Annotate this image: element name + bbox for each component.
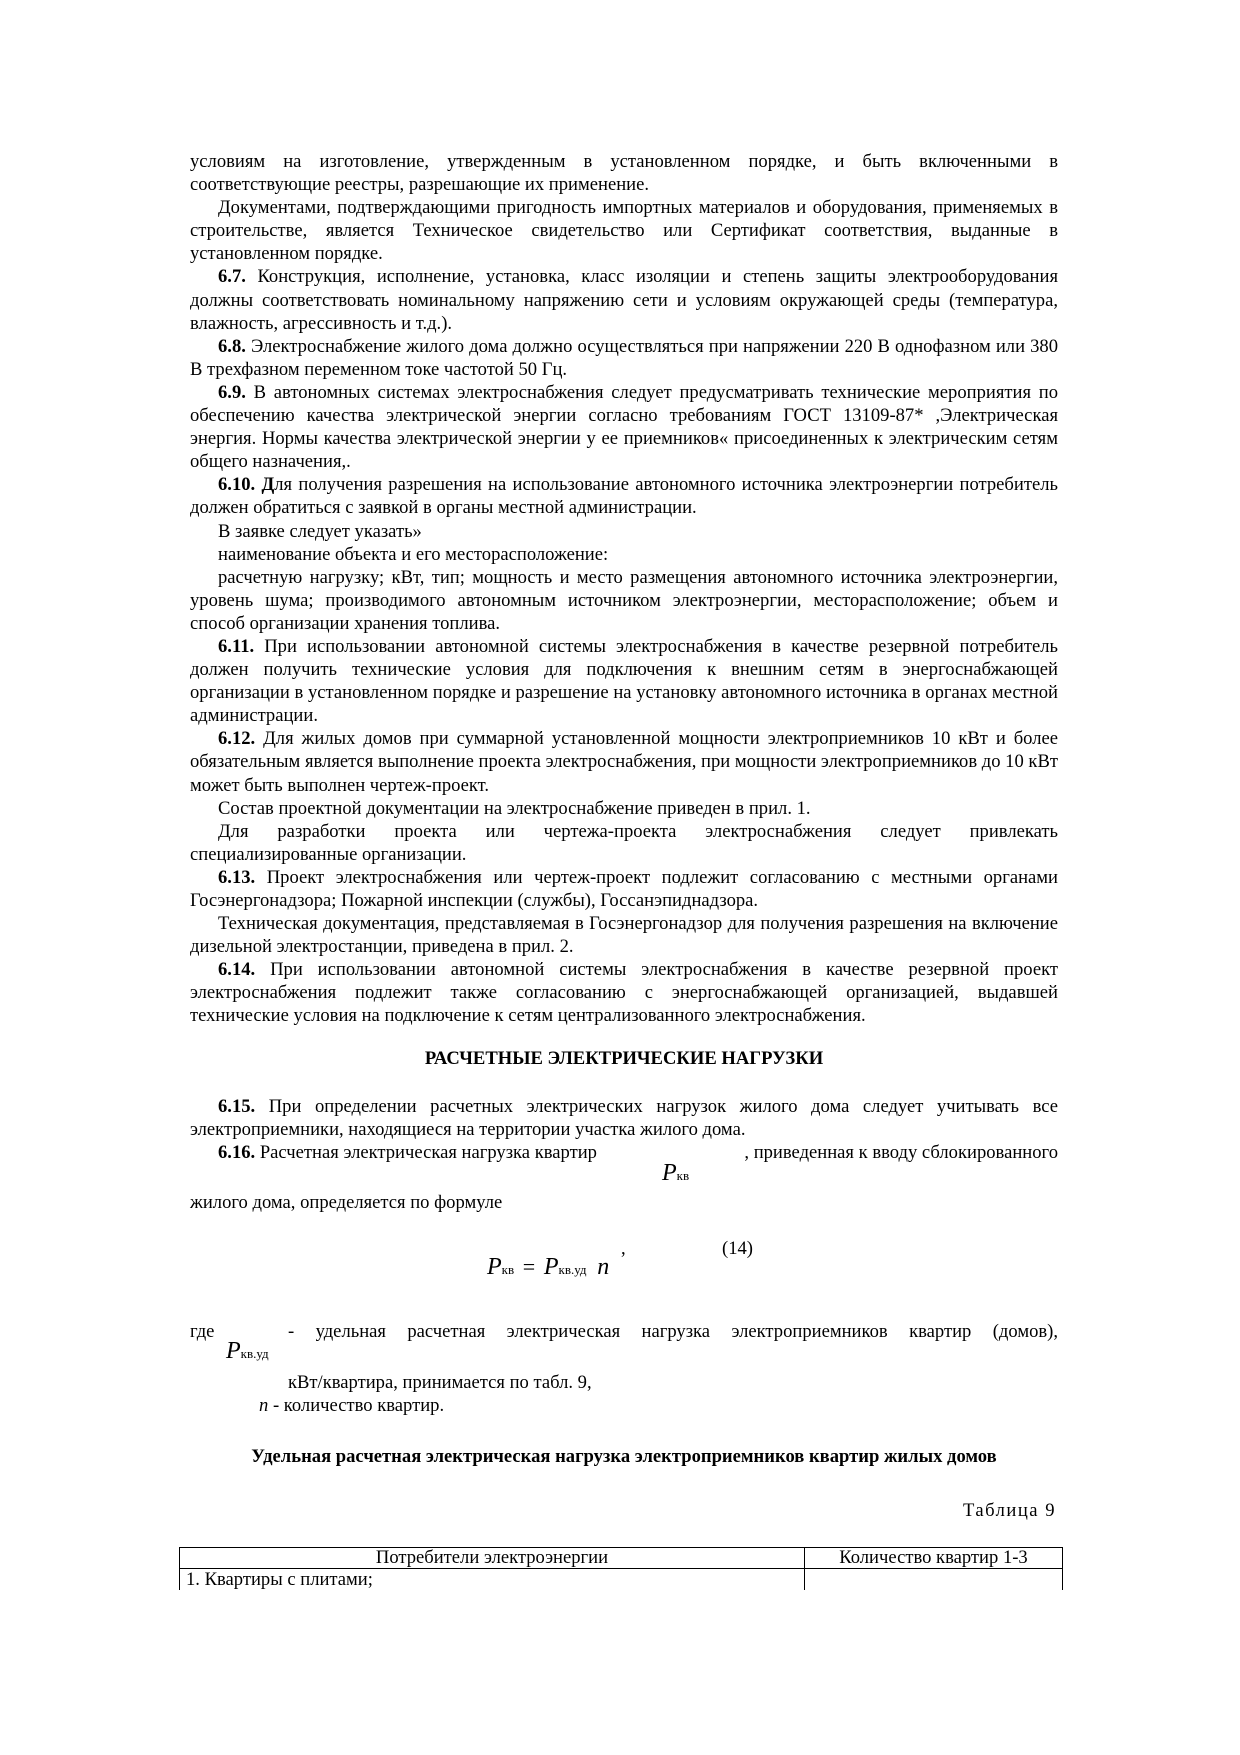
paragraph <box>190 566 1058 635</box>
table-cell: 1. Квартиры с плитами; <box>180 1569 805 1591</box>
paragraph-number: 6.9. <box>218 381 246 403</box>
paragraph-text: При определении расчетных электрических нагрузок жилого дома следует учитывать все электроприемники, находящиеся на территории участка жилого дома. <box>190 1096 1058 1141</box>
where-n: n - количество квартир. <box>259 1395 445 1416</box>
paragraph-text: Документами, подтверждающими пригодность импортных материалов и оборудования, применяемых в строительстве, является Техническое свидетельство или Сертификат соответствия, выданные в установленном порядке. <box>190 197 1058 265</box>
table-cell <box>805 1569 1063 1591</box>
paragraph <box>190 381 1058 473</box>
paragraph-text: Электроснабжение жилого дома должно осуществляться при напряжении 220 В однофазном или 380 В трехфазном переменном токе частотой 50 Гц. <box>190 335 1058 380</box>
symbol-p-kv: Pкв <box>662 1160 690 1186</box>
paragraph <box>190 196 1058 265</box>
table-header-row <box>180 1548 1063 1569</box>
paragraph-number: 6.16. <box>218 1142 256 1163</box>
paragraph-number: 6.15. <box>218 1096 256 1117</box>
paragraph <box>190 520 1058 543</box>
formula-number: (14) <box>722 1238 753 1259</box>
section-heading: РАСЧЕТНЫЕ ЭЛЕКТРИЧЕСКИЕ НАГРУЗКИ <box>424 1048 824 1069</box>
paragraph-text: В заявке следует указать» <box>218 520 422 542</box>
paragraph-text: наименование объекта и его месторасположение: <box>218 543 609 565</box>
formula-14: Pкв = Pкв.уд n <box>487 1254 610 1280</box>
paragraph-6-16-start <box>218 1141 597 1164</box>
table-header-cell: Количество квартир 1-3 <box>805 1548 1063 1569</box>
paragraph <box>190 820 1058 866</box>
paragraph-6-16-cont: , приведенная к вводу сблокированного <box>744 1142 1058 1163</box>
paragraph <box>190 912 1058 958</box>
paragraph <box>190 797 1058 820</box>
paragraph-number: 6.7. <box>218 266 246 288</box>
table-9 <box>179 1547 1063 1590</box>
paragraph-number: 6.10. Д <box>218 474 275 496</box>
table-row <box>180 1569 1063 1591</box>
paragraph <box>190 727 1058 796</box>
paragraph-text: Конструкция, исполнение, установка, класс изоляции и степень защиты электрооборудования должны соответствовать номинальному напряжению сети и условиям окружающей среды (температура, влажность, агрессивность и т.д.). <box>190 266 1058 334</box>
paragraph-text: расчетную нагрузку; кВт, тип; мощность и место размещения автономного источника электроэнергии, уровень шума; производимого автономным источником электроэнергии, месторасположение; объем и способ организации хранения топлива. <box>190 566 1058 634</box>
paragraph <box>190 150 1058 196</box>
paragraph <box>190 473 1058 519</box>
paragraph-text: условиям на изготовление, утвержденным в установленном порядке, и быть включенными в соответствующие реестры, разрешающие их применение. <box>190 151 1058 196</box>
paragraph-text: Проект электроснабжения или чертеж-проект подлежит согласованию с местными органами Госэнергонадзора; Пожарной инспекции (службы), Госсанэпиднадзора. <box>190 866 1058 911</box>
where-label: где <box>190 1321 215 1342</box>
paragraph <box>190 265 1058 334</box>
paragraph <box>190 335 1058 381</box>
paragraph-text: ля получения разрешения на использование автономного источника электроэнергии потребитель должен обратиться с заявкой в органы местной администрации. <box>190 474 1058 519</box>
where-unit: кВт/квартира, принимается по табл. 9, <box>288 1372 592 1393</box>
paragraph-number: 6.11. <box>218 635 255 657</box>
paragraph-text: В автономных системах электроснабжения следует предусматривать технические мероприятия по обеспечению качества электрической энергии согласно требованиям ГОСТ 13109-87* ,Электрическая энергия. Нормы качества электрической энергии у ее приемников« присоединенных к электрическим сетям общего назначения,. <box>190 381 1058 473</box>
paragraph-text: Для разработки проекта или чертежа-проекта электроснабжения следует привлекать специализированные организации. <box>190 820 1058 865</box>
paragraph <box>190 543 1058 566</box>
paragraph-text: Состав проектной документации на электроснабжение приведен в прил. 1. <box>218 797 811 819</box>
paragraph-text: Расчетная электрическая нагрузка квартир <box>255 1142 597 1163</box>
paragraph-number: 6.12. <box>218 728 256 750</box>
paragraph-text: При использовании автономной системы электроснабжения в качестве резервной проект электроснабжения подлежит также согласованию с энергоснабжающей организацией, выдавшей технические условия на подключение к сетям централизованного электроснабжения. <box>190 959 1058 1027</box>
symbol-p-kvud: Pкв.уд <box>226 1338 269 1364</box>
paragraph-text: Техническая документация, представляемая в Госэнергонадзор для получения разрешения на включение дизельной электростанции, приведена в прил. 2. <box>190 913 1058 958</box>
paragraph-6-16-end: жилого дома, определяется по формуле <box>190 1192 503 1213</box>
table-header-cell: Потребители электроэнергии <box>180 1548 805 1569</box>
table-title: Удельная расчетная электрическая нагрузка электроприемников квартир жилых домов <box>251 1446 997 1467</box>
formula-comma: , <box>621 1238 626 1259</box>
body-text <box>190 150 1058 1028</box>
paragraph-6-15 <box>190 1095 1058 1141</box>
paragraph <box>190 635 1058 727</box>
paragraph-number: 6.13. <box>218 866 256 888</box>
paragraph-text: Для жилых домов при суммарной установленной мощности электроприемников 10 кВт и более обязательным является выполнение проекта электроснабжения, при мощности электроприемников до 10 кВт может быть выполнен чертеж-проект. <box>190 728 1058 796</box>
table-label: Таблица 9 <box>962 1500 1056 1521</box>
paragraph-number: 6.8. <box>218 335 246 357</box>
where-definition: - удельная расчетная электрическая нагрузка электроприемников квартир (домов), <box>288 1321 1058 1342</box>
paragraph-number: 6.14. <box>218 959 256 981</box>
paragraph <box>190 958 1058 1027</box>
paragraph-text: При использовании автономной системы электроснабжения в качестве резервной потребитель должен получить технические условия для подключения к внешним сетям в энергоснабжающей организации в установленном порядке и разрешение на установку автономного источника в органах местной администрации. <box>190 635 1058 727</box>
paragraph <box>190 866 1058 912</box>
